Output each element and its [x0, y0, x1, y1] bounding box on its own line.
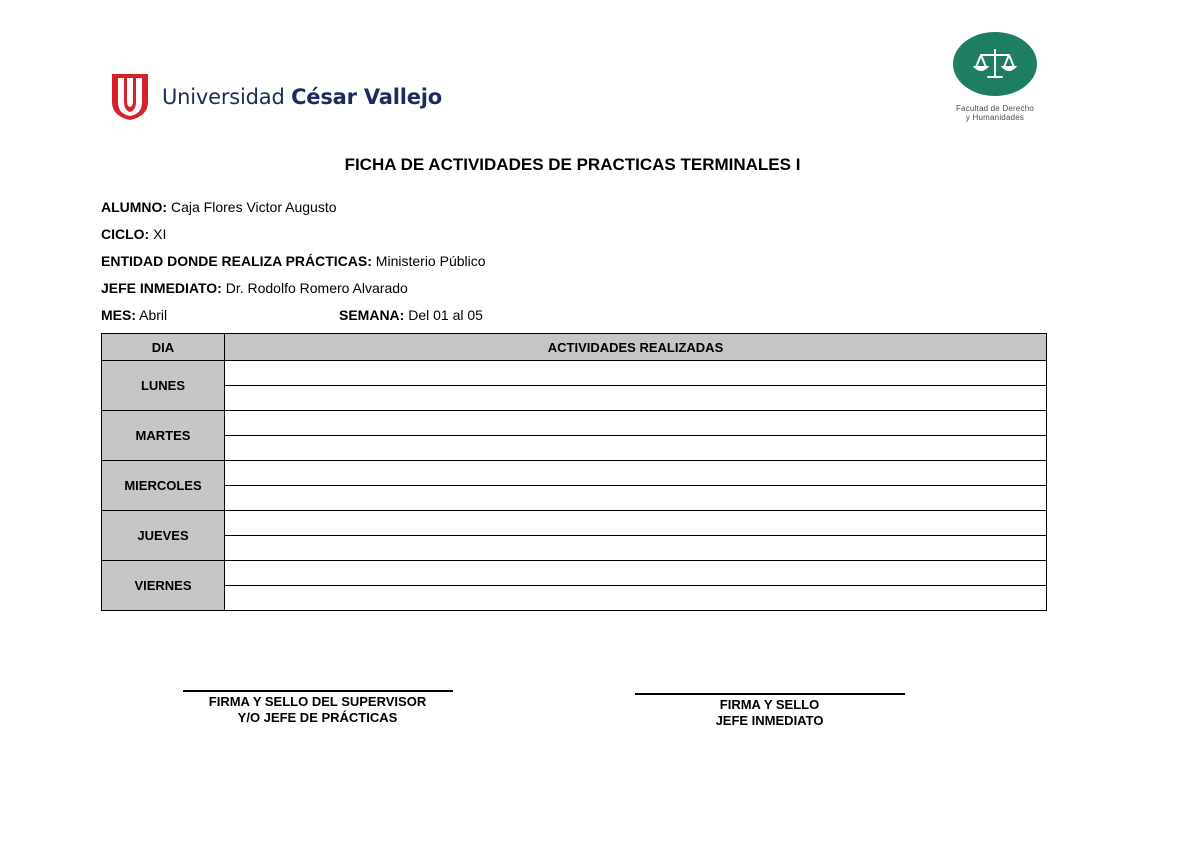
table-header-row — [102, 334, 1047, 361]
activity-line[interactable] — [225, 411, 1047, 436]
table-row — [102, 436, 1047, 461]
table-row — [102, 386, 1047, 411]
table-row — [102, 561, 1047, 586]
activity-line[interactable] — [225, 561, 1047, 586]
column-header-actividades: ACTIVIDADES REALIZADAS — [225, 334, 1047, 361]
signature-jefe-inmediato: FIRMA Y SELLO JEFE INMEDIATO — [622, 693, 917, 729]
field-jefe-inmediato: JEFE INMEDIATO: Dr. Rodolfo Romero Alvarado — [101, 280, 408, 296]
day-cell-viernes: VIERNES — [102, 561, 225, 611]
activity-line[interactable] — [225, 386, 1047, 411]
field-mes: MES: Abril — [101, 307, 168, 323]
signature-supervisor: FIRMA Y SELLO DEL SUPERVISOR Y/O JEFE DE PRÁCTICAS — [170, 690, 465, 726]
faculty-caption: Facultad de Derecho y Humanidades — [955, 104, 1035, 122]
activity-line[interactable] — [225, 486, 1047, 511]
day-cell-lunes: LUNES — [102, 361, 225, 411]
day-cell-miercoles: MIERCOLES — [102, 461, 225, 511]
field-entidad: ENTIDAD DONDE REALIZA PRÁCTICAS: Ministerio Público — [101, 253, 486, 269]
ucv-shield-logo-icon — [110, 72, 150, 122]
signature-line — [183, 690, 453, 692]
faculty-logo — [940, 32, 1050, 122]
activities-table — [101, 333, 1047, 611]
field-semana: SEMANA: Del 01 al 05 — [339, 307, 483, 323]
day-cell-martes: MARTES — [102, 411, 225, 461]
activity-line[interactable] — [225, 536, 1047, 561]
table-row — [102, 411, 1047, 436]
day-cell-jueves: JUEVES — [102, 511, 225, 561]
table-row — [102, 461, 1047, 486]
signature-line — [635, 693, 905, 695]
column-header-dia: DIA — [102, 334, 225, 361]
university-logo — [110, 72, 442, 122]
university-name: Universidad César Vallejo — [162, 85, 443, 109]
activity-line[interactable] — [225, 461, 1047, 486]
table-row — [102, 586, 1047, 611]
scales-of-justice-icon — [973, 47, 1017, 81]
table-row — [102, 511, 1047, 536]
activity-line[interactable] — [225, 586, 1047, 611]
table-row — [102, 536, 1047, 561]
faculty-emblem — [953, 32, 1037, 96]
table-row — [102, 361, 1047, 386]
activity-line[interactable] — [225, 436, 1047, 461]
activity-line[interactable] — [225, 511, 1047, 536]
field-ciclo: CICLO: XI — [101, 226, 167, 242]
page-title: FICHA DE ACTIVIDADES DE PRACTICAS TERMINALES I — [344, 155, 801, 174]
table-row — [102, 486, 1047, 511]
activity-line[interactable] — [225, 361, 1047, 386]
field-alumno: ALUMNO: Caja Flores Victor Augusto — [101, 199, 337, 215]
